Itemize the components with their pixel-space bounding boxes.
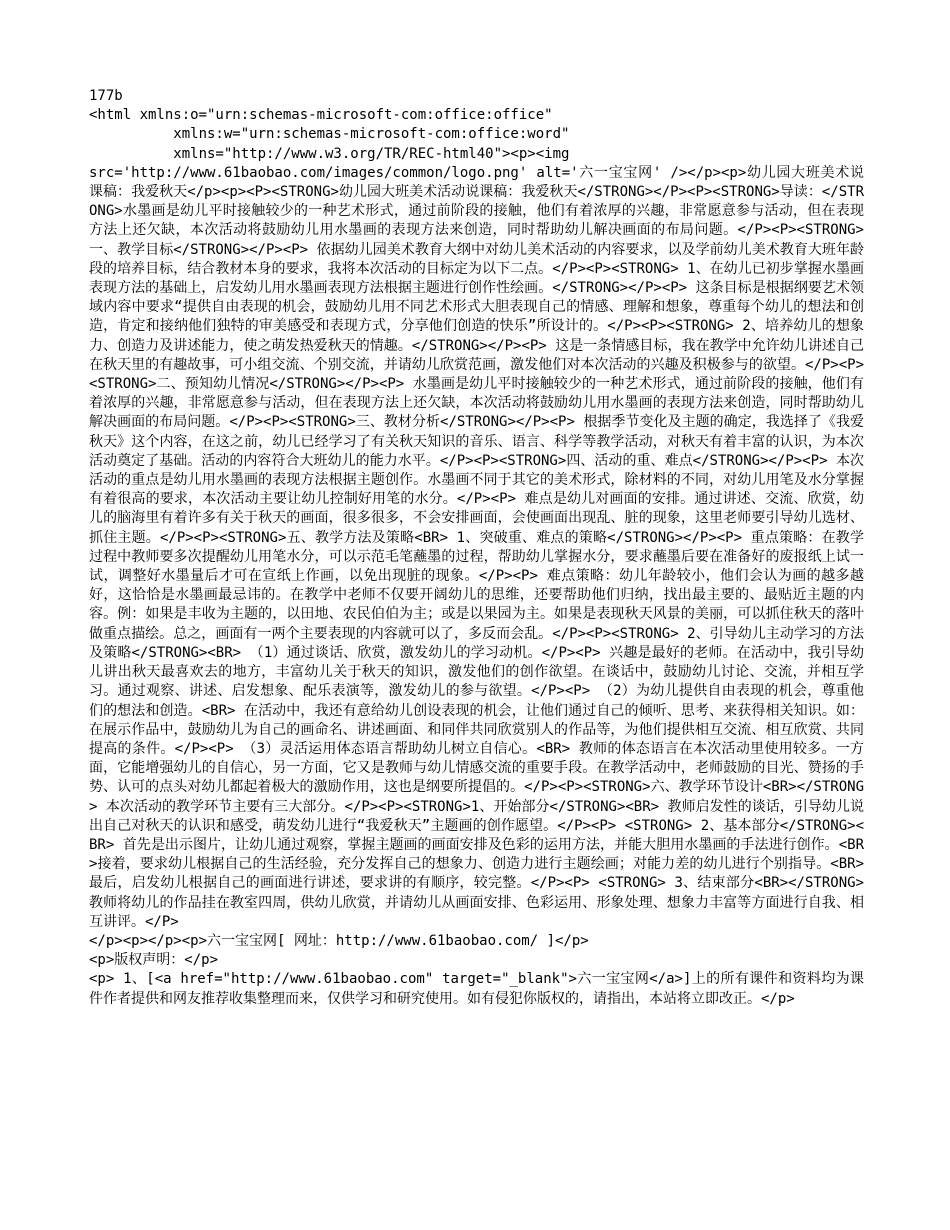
xmlns-word-line: xmlns:w="urn:schemas-microsoft-com:office:word" (89, 126, 570, 143)
copyright-paragraph: <p> 1、[<a href="http://www.61baobao.com" target="_blank">六一宝宝网</a>]上的所有课件和资料均为课件作者提供和网友推荐收集整理而来，仅供学习和研究使用。如有侵犯你版权的，请指出，本站将立即改正。</p> (89, 971, 864, 1007)
html-tag-line: <html xmlns:o="urn:schemas-microsoft-com:office:office" (89, 107, 553, 124)
site-address-line: </p><p></p><p>六一宝宝网[ 网址：http://www.61baobao.com/ ]</p> (89, 932, 589, 949)
copyright-heading-line: <p>版权声明：</p> (89, 952, 219, 969)
article-body-paragraph: src='http://www.61baobao.com/images/common/logo.png' alt='六一宝宝网' /></p><p>幼儿园大班美术说课稿：我爱秋天</p><p><P><STRONG>幼儿园大班美术活动说课稿：我爱秋天</STRONG></P><P><STRONG>导读：</STRONG>水墨画是幼儿平时接触较少的一种艺术形式，通过前阶段的接触，他们有着浓厚的兴趣，非常愿意参与活动，但在表现方法上还欠缺，本次活动将鼓励幼儿用水墨画的表现方法来创造，同时帮助幼儿解决画面的布局问题。</P><P><STRONG>一、教学目标</STRONG></P><P> 依据幼儿园美术教育大纲中对幼儿美术活动的内容要求，以及学前幼儿美术教育大班年龄段的培养目标，结合教材本身的要求，我将本次活动的目标定为以下二点。</P><P><STRONG> 1、在幼儿已初步掌握水墨画表现方法的基础上，启发幼儿用水墨画表现方法根据主题进行创作性绘画。</STRONG></P><P> 这条目标是根据纲要艺术领域内容中要求“提供自由表现的机会，鼓励幼儿用不同艺术形式大胆表现自己的情感、理解和想象，尊重每个幼儿的想法和创造，肯定和接纳他们独特的审美感受和表现方式，分享他们创造的快乐”所设计的。</P><P><STRONG> 2、培养幼儿的想象力、创造力及讲述能力，使之萌发热爱秋天的情趣。</STRONG></P><P> 这是一条情感目标，我在教学中允许幼儿讲述自己在秋天里的有趣故事，可小组交流、个别交流，并请幼儿欣赏范画，激发他们对本次活动的兴趣及积极参与的欲望。</P><P><STRONG>二、预知幼儿情况</STRONG></P><P> 水墨画是幼儿平时接触较少的一种艺术形式，通过前阶段的接触，他们有着浓厚的兴趣，非常愿意参与活动，但在表现方法上还欠缺，本次活动将鼓励幼儿用水墨画的表现方法来创造，同时帮助幼儿解决画面的布局问题。</P><P><STRONG>三、教材分析</STRONG></P><P> 根据季节变化及主题的确定，我选择了《我爱秋天》这个内容，在这之前，幼儿已经学习了有关秋天知识的音乐、语言、科学等教学活动，对秋天有着丰富的认识，为本次活动奠定了基础。活动的内容符合大班幼儿的能力水平。</P><P><STRONG>四、活动的重、难点</STRONG></P><P> 本次活动的重点是幼儿用水墨画的表现方法根据主题创作。水墨画不同于其它的美术形式，除材料的不同，对幼儿用笔及水分掌握有着很高的要求，本次活动主要让幼儿控制好用笔的水分。</P><P> 难点是幼儿对画面的安排。通过讲述、交流、欣赏，幼儿的脑海里有着许多有关于秋天的画面，很多很多，不会安排画面，会使画面出现乱、脏的现象，这里老师要引导幼儿选材、抓住主题。</P><P><STRONG>五、教学方法及策略<BR> 1、突破重、难点的策略</STRONG></P><P> 重点策略：在教学过程中教师要多次提醒幼儿用笔水分，可以示范毛笔蘸墨的过程，帮助幼儿掌握水分，要求蘸墨后要在准备好的废报纸上试一试，调整好水墨量后才可在宣纸上作画，以免出现脏的现象。</P><P> 难点策略：幼儿年龄较小，他们会认为画的越多越好，这恰恰是水墨画最忌讳的。在教学中老师不仅要开阔幼儿的思维，还要帮助他们归纳，找出最主要的、最贴近主题的内容。例：如果是丰收为主题的，以田地、农民伯伯为主；或是以果园为主。如果是表现秋天风景的美丽，可以抓住秋天的落叶做重点描绘。总之，画面有一两个主要表现的内容就可以了，多反而会乱。</P><P><STRONG> 2、引导幼儿主动学习的方法及策略</STRONG><BR> （1）通过谈话、欣赏，激发幼儿的学习动机。</P><P> 兴趣是最好的老师。在活动中，我引导幼儿讲出秋天最喜欢去的地方，丰富幼儿关于秋天的知识，激发他们的创作欲望。在谈话中，鼓励幼儿讨论、交流，并相互学习。通过观察、讲述、启发想象、配乐表演等，激发幼儿的参与欲望。</P><P> （2）为幼儿提供自由表现的机会，尊重他们的想法和创造。<BR> 在活动中，我还有意给幼儿创设表现的机会，让他们通过自己的倾听、思考、来获得相关知识。如：在展示作品中，鼓励幼儿为自己的画命名、讲述画面、和同伴共同欣赏别人的作品等，为他们提供相互交流、相互欣赏、共同提高的条件。</P><P> （3）灵活运用体态语言帮助幼儿树立自信心。<BR> 教师的体态语言在本次活动里使用较多。一方面，它能增强幼儿的自信心，另一方面，它又是教师与幼儿情感交流的重要手段。在教学活动中，老师鼓励的目光、赞扬的手势、认可的点头对幼儿都起着极大的激励作用，这也是纲要所提倡的。</P><P><STRONG>六、教学环节设计<BR></STRONG> 本次活动的教学环节主要有三大部分。</P><P><STRONG>1、开始部分</STRONG><BR> 教师启发性的谈话，引导幼儿说出自己对秋天的认识和感受，萌发幼儿进行“我爱秋天”主题画的创作愿望。</P><P> <STRONG> 2、基本部分</STRONG><BR> 首先是出示图片，让幼儿通过观察，掌握主题画的画面安排及色彩的运用方法，并能大胆用水墨画的手法进行创作。<BR>接着，要求幼儿根据自己的生活经验，充分发挥自己的想象力、创造力进行主题绘画；对能力差的幼儿进行个别指导。<BR> 最后，启发幼儿根据自己的画面进行讲述，要求讲的有顺序，较完整。</P><P> <STRONG> 3、结束部分<BR></STRONG> 教师将幼儿的作品挂在教室四周，供幼儿欣赏，并请幼儿从画面安排、色彩运用、形象处理、想象力丰富等方面进行自我、相互讲评。</P> (89, 164, 864, 930)
xmlns-html-line: xmlns="http://www.w3.org/TR/REC-html40"><p><img (89, 145, 570, 162)
chunk-size-line: 177b (89, 88, 123, 104)
document-page (89, 87, 864, 1009)
